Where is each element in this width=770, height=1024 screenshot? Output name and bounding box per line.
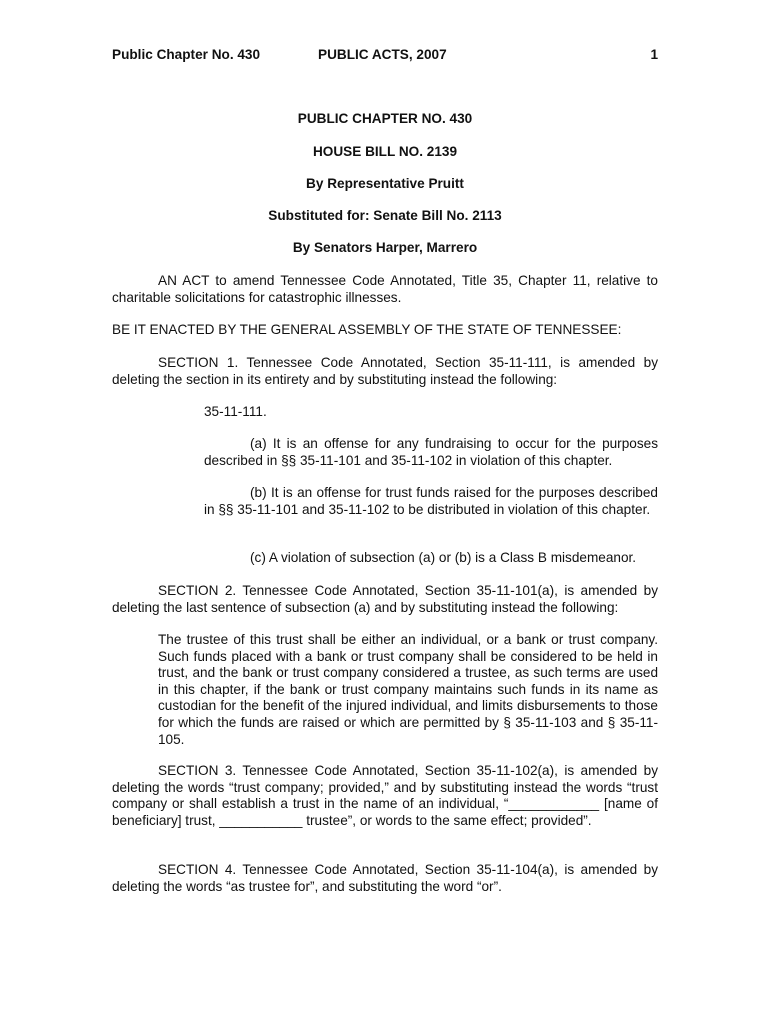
chapter-title: PUBLIC CHAPTER NO. 430 <box>297 111 473 126</box>
section-3-paragraph: SECTION 3. Tennessee Code Annotated, Section 35-11-102(a), is amended by deleting the words “trust company; provided,” and by substituting instead the words “trust company or shall establish a trust in the name of an individual, “____________ [name of beneficiary] trust, ___________ trustee”, or words to the same effect; provided”. <box>112 763 658 828</box>
sponsor-line: By Representative Pruitt <box>306 176 464 191</box>
enacting-clause: BE IT ENACTED BY THE GENERAL ASSEMBLY OF THE STATE OF TENNESSEE: <box>112 322 622 337</box>
header-acts-label: PUBLIC ACTS, 2007 <box>318 47 447 62</box>
bill-number: HOUSE BILL NO. 2139 <box>312 144 458 159</box>
running-header <box>112 47 658 65</box>
substituted-line: Substituted for: Senate Bill No. 2113 <box>268 208 502 223</box>
section-1-subsection-c: (c) A violation of subsection (a) or (b) is a Class B misdemeanor. <box>250 550 637 565</box>
section-1-code-heading: 35-11-111. <box>204 404 267 419</box>
senators-line: By Senators Harper, Marrero <box>292 240 478 255</box>
section-2-paragraph: SECTION 2. Tennessee Code Annotated, Section 35-11-101(a), is amended by deleting the last sentence of subsection (a) and by substituting instead the following: <box>112 583 658 615</box>
section-1-subsection-a: (a) It is an offense for any fundraising to occur for the purposes described in §§ 35-11-101 and 35-11-102 in violation of this chapter. <box>204 436 658 468</box>
section-1-subsection-b: (b) It is an offense for trust funds raised for the purposes described in §§ 35-11-101 and 35-11-102 to be distributed in violation of this chapter. <box>204 485 658 517</box>
header-chapter-label: Public Chapter No. 430 <box>112 47 261 62</box>
section-4-paragraph: SECTION 4. Tennessee Code Annotated, Section 35-11-104(a), is amended by deleting the words “as trustee for”, and substituting the word “or”. <box>112 862 658 894</box>
section-2-quoted-text: The trustee of this trust shall be either an individual, or a bank or trust company. Such funds placed with a bank or trust company shall be considered to be held in trust, and the bank or trust company considered a trustee, as such terms are used in this chapter, if the bank or trust company maintains such funds in its name as custodian for the benefit of the injured individual, and limits disbursements to those for which the funds are raised or which are permitted by § 35-11-103 and § 35-11-105. <box>158 632 658 747</box>
act-intro-paragraph: AN ACT to amend Tennessee Code Annotated, Title 35, Chapter 11, relative to charitable solicitations for catastrophic illnesses. <box>112 273 658 305</box>
page-number: 1 <box>650 47 658 62</box>
section-1-paragraph: SECTION 1. Tennessee Code Annotated, Section 35-11-111, is amended by deleting the section in its entirety and by substituting instead the following: <box>112 355 658 387</box>
